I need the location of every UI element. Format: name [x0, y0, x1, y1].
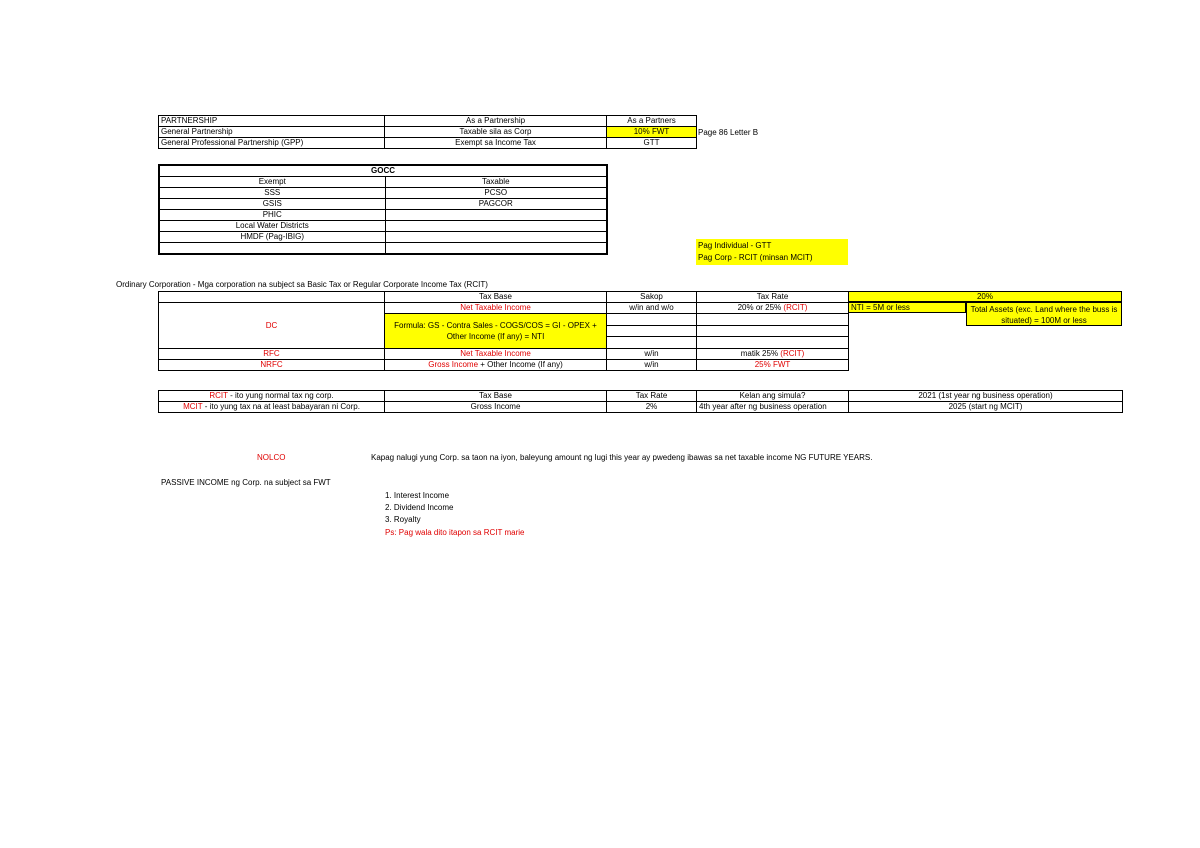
taxable-header: Taxable [385, 177, 607, 188]
nrfc-label: NRFC [159, 360, 385, 371]
gocc-taxable-cell [385, 232, 607, 243]
taxable-as-corp-cell: Taxable sila as Corp [385, 127, 607, 138]
dc-rate-rcit: (RCIT) [783, 303, 808, 312]
total-assets-note: Total Assets (exc. Land where the buss is situated) = 100M or less [970, 305, 1118, 325]
rfc-sakop: w/in [607, 349, 697, 360]
nrfc-tax-base [385, 360, 607, 371]
nrfc-gross-income: Gross Income [428, 360, 479, 369]
nrfc-other-income: + Other Income (If any) [478, 360, 563, 369]
passive-income-item: 1. Interest Income [385, 491, 450, 500]
rcit-tax-rate-header: Tax Rate [607, 391, 697, 402]
rcit-mcit-table [158, 390, 1123, 413]
ordinary-corporation-table [158, 291, 849, 371]
page-reference-note: Page 86 Letter B [698, 128, 759, 137]
dc-sakop: w/in and w/o [607, 303, 697, 314]
nolco-description: Kapag nalugi yung Corp. sa taon na iyon, baleyung amount ng lugi this year ay pwedeng ibawas sa net taxable income NG FUTURE YEARS. [371, 453, 873, 462]
general-partnership-cell: General Partnership [159, 127, 385, 138]
rcit-definition [159, 391, 385, 402]
dc-tax-rate [697, 303, 849, 314]
nrfc-tax-rate: 25% FWT [697, 360, 849, 371]
ordinary-corporation-title: Ordinary Corporation - Mga corporation na subject sa Basic Tax or Regular Corporate Income Tax (RCIT) [116, 280, 488, 289]
nolco-label: NOLCO [257, 453, 286, 462]
gtt-cell: GTT [607, 138, 697, 149]
rcit-start-year: 2021 (1st year ng business operation) [849, 391, 1123, 402]
passive-income-item: 3. Royalty [385, 515, 421, 524]
gocc-exempt-cell: GSIS [159, 199, 385, 210]
gocc-table [158, 164, 608, 255]
gocc-taxable-cell [385, 210, 607, 221]
gocc-taxable-cell: PCSO [385, 188, 607, 199]
partnership-table [158, 115, 697, 149]
sakop-header: Sakop [607, 292, 697, 303]
rfc-rate-rcit: (RCIT) [780, 349, 805, 358]
rfc-tax-rate [697, 349, 849, 360]
rfc-rate-value: matik 25% [740, 349, 781, 358]
mcit-tax-base: Gross Income [385, 402, 607, 413]
total-assets-cell [966, 302, 1122, 326]
individual-corp-note [696, 239, 848, 265]
twenty-percent-header [848, 291, 1122, 302]
nti-note-cell [848, 302, 966, 313]
as-partners-header: As a Partners [607, 116, 697, 127]
mcit-kelan: 4th year after ng business operation [697, 402, 849, 413]
dc-label: DC [159, 303, 385, 349]
tax-rate-header: Tax Rate [697, 292, 849, 303]
dc-tax-base: Net Taxable Income [385, 303, 607, 314]
corp-note-line: Pag Corp - RCIT (minsan MCIT) [698, 253, 813, 262]
gocc-taxable-cell: PAGCOR [385, 199, 607, 210]
passive-income-item: 2. Dividend Income [385, 503, 454, 512]
mcit-tax-rate: 2% [607, 402, 697, 413]
as-partnership-header: As a Partnership [385, 116, 607, 127]
formula-cell: Formula: GS - Contra Sales - COGS/COS = GI - OPEX + Other Income (If any) = NTI [385, 314, 607, 349]
nrfc-sakop: w/in [607, 360, 697, 371]
kelan-header: Kelan ang simula? [697, 391, 849, 402]
individual-note-line: Pag Individual - GTT [698, 241, 772, 250]
tax-base-header: Tax Base [385, 292, 607, 303]
gocc-title: GOCC [159, 165, 607, 177]
gocc-exempt-cell: Local Water Districts [159, 221, 385, 232]
mcit-start-year: 2025 (start ng MCIT) [849, 402, 1123, 413]
partnership-header: PARTNERSHIP [159, 116, 385, 127]
nti-note: NTI = 5M or less [851, 303, 910, 312]
rcit-tax-base-header: Tax Base [385, 391, 607, 402]
rcit-label: RCIT [209, 391, 228, 400]
dc-rate-value: 20% or 25% [737, 303, 784, 312]
exempt-cell: Exempt sa Income Tax [385, 138, 607, 149]
rfc-label: RFC [159, 349, 385, 360]
gocc-exempt-cell: PHIC [159, 210, 385, 221]
mcit-definition [159, 402, 385, 413]
exempt-header: Exempt [159, 177, 385, 188]
gocc-exempt-cell: SSS [159, 188, 385, 199]
rfc-tax-base: Net Taxable Income [385, 349, 607, 360]
passive-income-title: PASSIVE INCOME ng Corp. na subject sa FWT [161, 478, 331, 487]
gpp-cell: General Professional Partnership (GPP) [159, 138, 385, 149]
passive-income-ps-note: Ps: Pag wala dito itapon sa RCIT marie [385, 528, 525, 537]
gocc-exempt-cell [159, 243, 385, 255]
twenty-percent-label: 20% [976, 292, 993, 301]
fwt-cell: 10% FWT [607, 127, 697, 138]
gocc-exempt-cell: HMDF (Pag-IBIG) [159, 232, 385, 243]
mcit-label: MCIT [183, 402, 203, 411]
rcit-description: - ito yung normal tax ng corp. [227, 391, 334, 400]
gocc-taxable-cell [385, 221, 607, 232]
gocc-taxable-cell [385, 243, 607, 255]
mcit-description: - ito yung tax na at least babayaran ni Corp. [202, 402, 360, 411]
